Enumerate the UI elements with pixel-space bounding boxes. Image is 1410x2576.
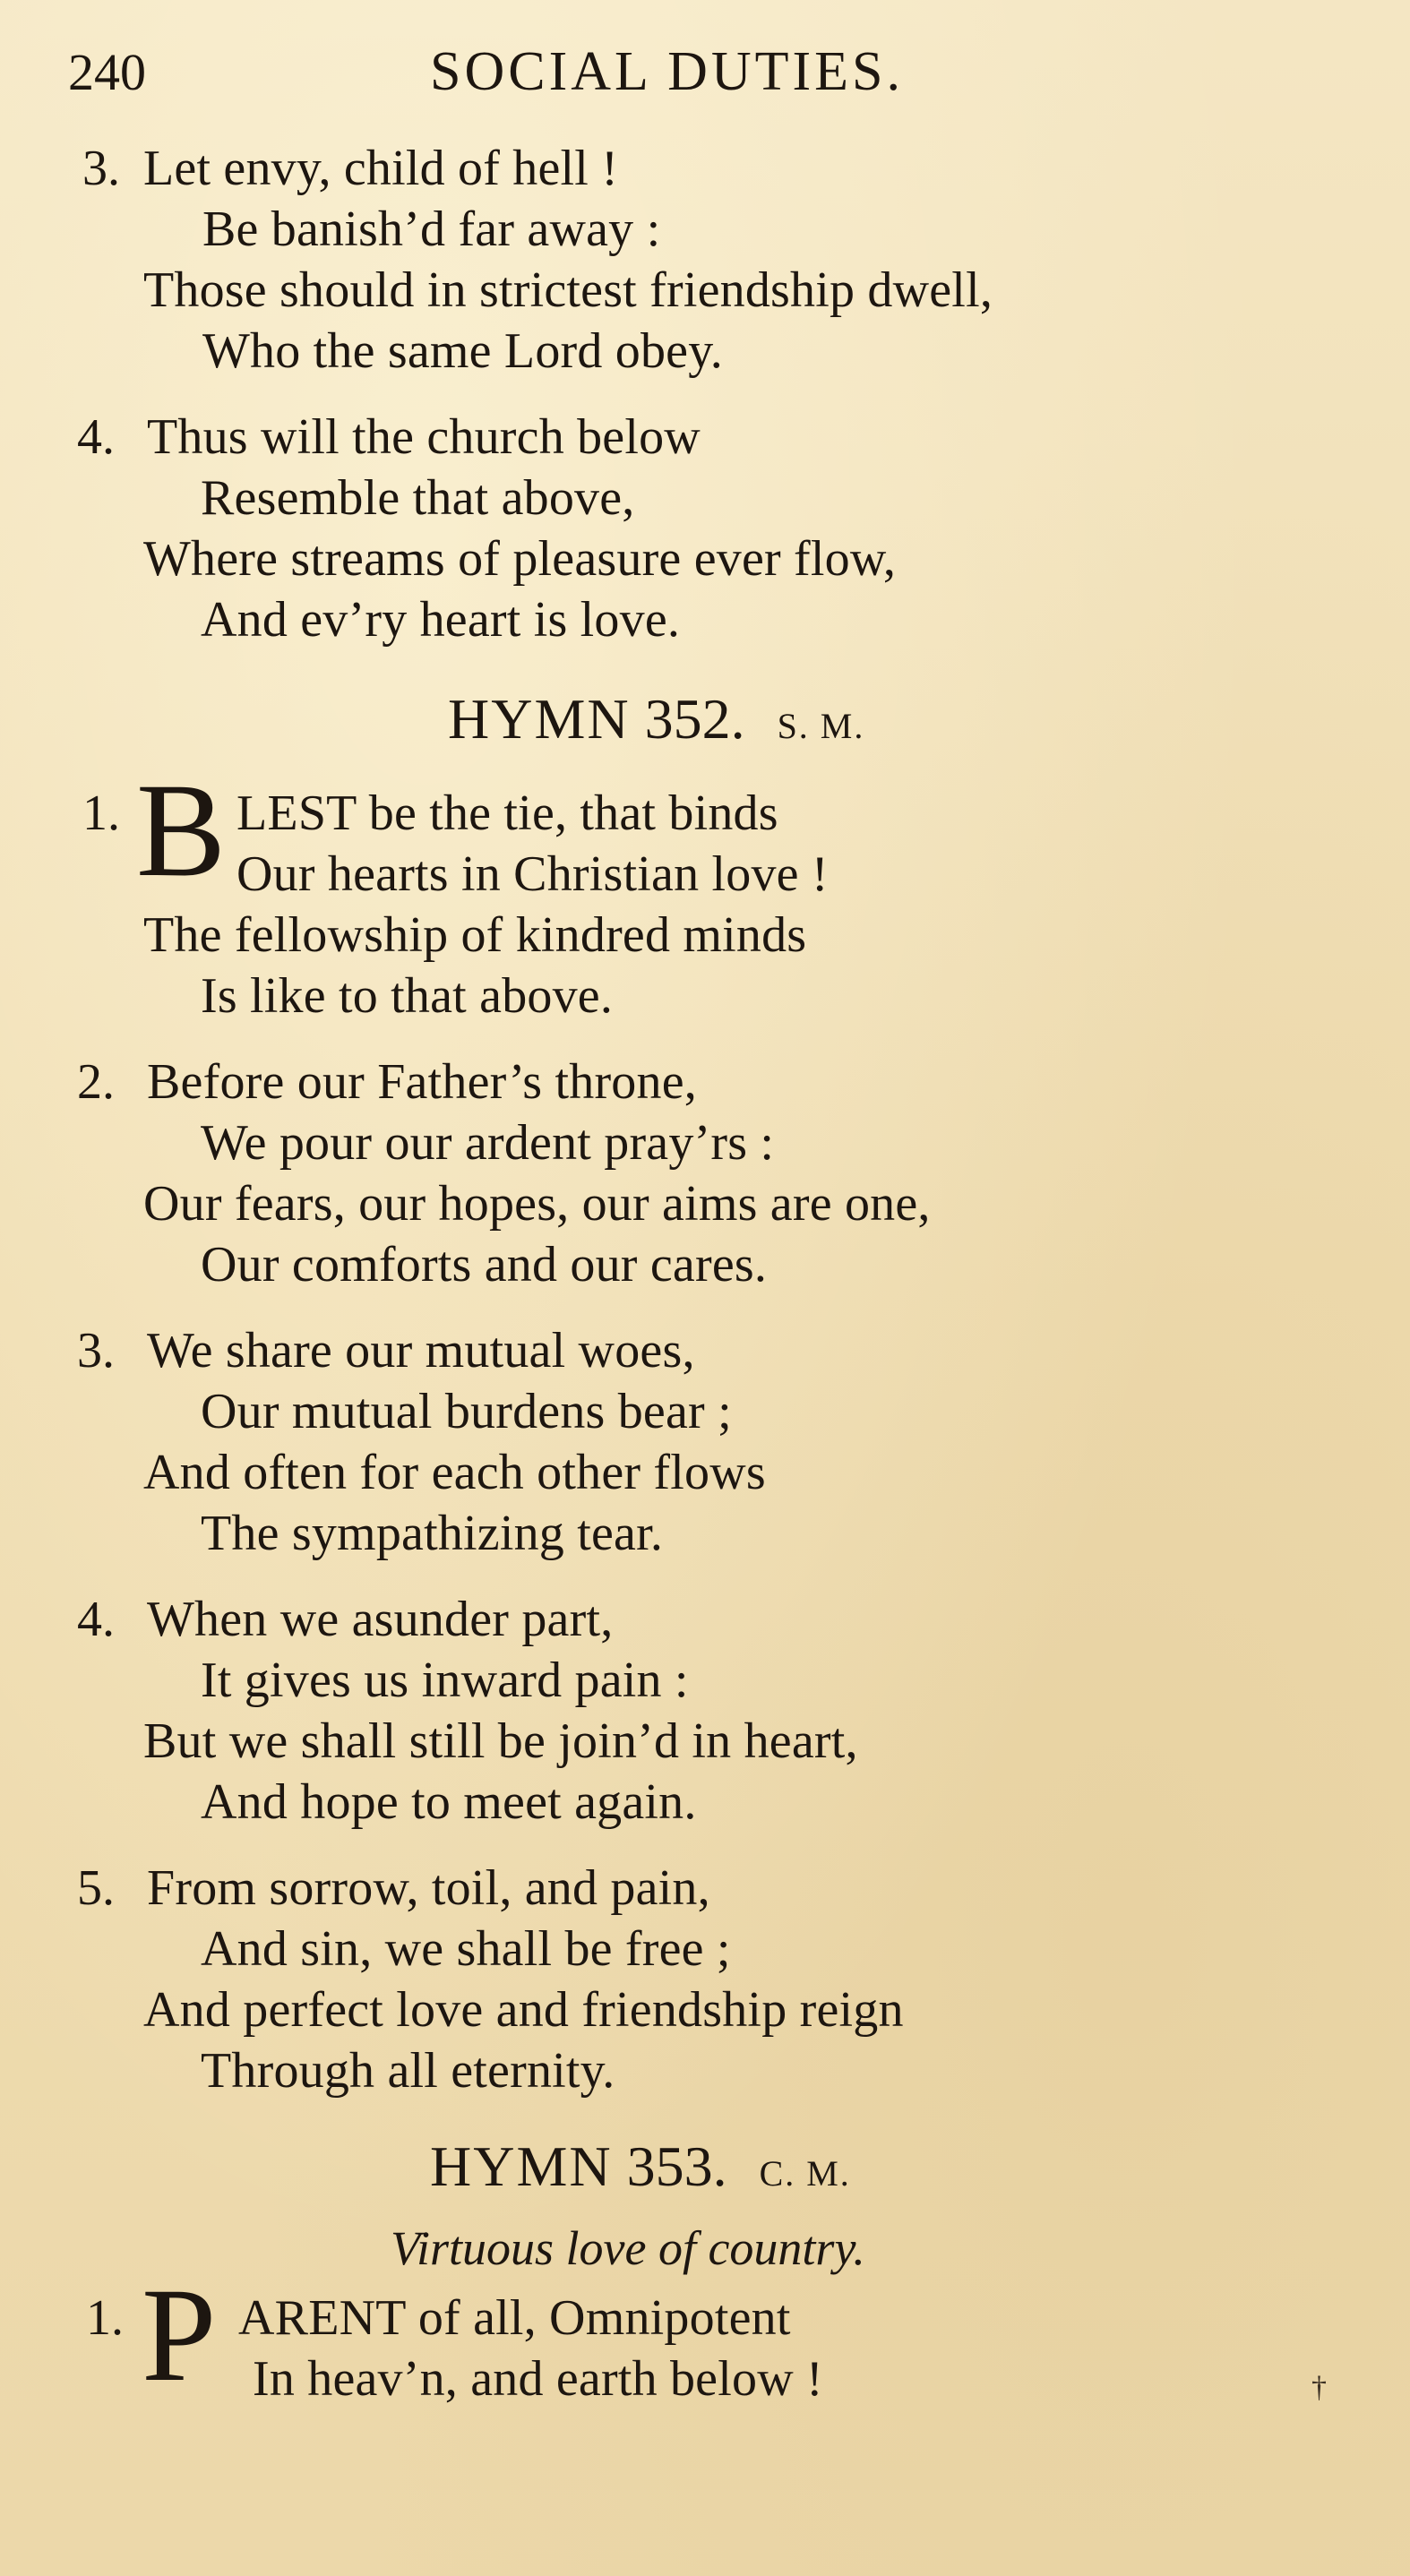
verse-line: And often for each other flows [143, 1445, 766, 1500]
verse-line: The sympathizing tear. [201, 1506, 664, 1561]
hymn-label: HYMN [430, 2134, 613, 2198]
verse-line: But we shall still be join’d in heart, [143, 1713, 858, 1769]
verse-line: The fellowship of kindred minds [143, 907, 807, 963]
hymn-meter: C. M. [759, 2153, 851, 2194]
verse-line: Our mutual burdens bear ; [201, 1384, 732, 1439]
stanza-number: 1. [82, 786, 120, 841]
page-number: 240 [68, 43, 146, 101]
verse-line: And perfect love and friendship reign [143, 1982, 904, 2038]
hymn-label: HYMN [448, 687, 631, 751]
verse-line: Be banish’d far away : [202, 202, 661, 257]
verse-line: We share our mutual woes, [147, 1323, 695, 1378]
verse-line: LEST be the tie, that binds [236, 786, 778, 841]
running-title: SOCIAL DUTIES. [430, 41, 905, 102]
verse-line: Where streams of pleasure ever flow, [143, 531, 897, 587]
verse-line: When we asunder part, [147, 1592, 614, 1647]
verse-line: Thus will the church below [147, 409, 701, 465]
drop-cap: P [142, 2261, 217, 2409]
drop-cap: B [136, 756, 227, 905]
stanza-number: 3. [77, 1323, 115, 1378]
verse-line: In heav’n, and earth below ! [253, 2351, 823, 2407]
verse-line: And ev’ry heart is love. [201, 592, 681, 648]
verse-line: Through all eternity. [201, 2043, 615, 2099]
verse-line: Let envy, child of hell ! [143, 141, 619, 196]
verse-line: Our fears, our hopes, our aims are one, [143, 1176, 931, 1232]
verse-line: Who the same Lord obey. [202, 323, 724, 379]
verse-line: Before our Father’s throne, [147, 1054, 697, 1110]
verse-line: We pour our ardent pray’rs : [201, 1115, 775, 1171]
stanza-number: 4. [77, 1592, 115, 1647]
verse-line: Those should in strictest friendship dwell, [143, 262, 993, 318]
hymn-number: 353. [626, 2134, 727, 2198]
verse-line: Resemble that above, [201, 470, 635, 526]
stanza-number: 5. [77, 1860, 115, 1916]
verse-line: It gives us inward pain : [201, 1653, 689, 1708]
stanza-number: 1. [86, 2290, 124, 2346]
stanza-number: 2. [77, 1054, 115, 1110]
verse-line: From sorrow, toil, and pain, [147, 1860, 710, 1916]
stanza-number: 3. [82, 141, 120, 196]
hymn-352-title [448, 686, 864, 760]
hymn-number: 352. [644, 687, 745, 751]
verse-line: Is like to that above. [201, 968, 614, 1024]
verse-line: Our comforts and our cares. [201, 1237, 768, 1292]
verse-line: And sin, we shall be free ; [201, 1921, 731, 1977]
hymn-meter: S. M. [777, 706, 865, 746]
verse-line: ARENT of all, Omnipotent [238, 2290, 791, 2346]
stanza-number: 4. [77, 409, 115, 465]
verse-line: And hope to meet again. [201, 1774, 697, 1830]
margin-mark: † [1311, 2371, 1327, 2404]
hymn-subtitle: Virtuous love of country. [391, 2221, 865, 2275]
verse-line: Our hearts in Christian love ! [236, 846, 829, 902]
hymn-353-title [430, 2134, 851, 2207]
